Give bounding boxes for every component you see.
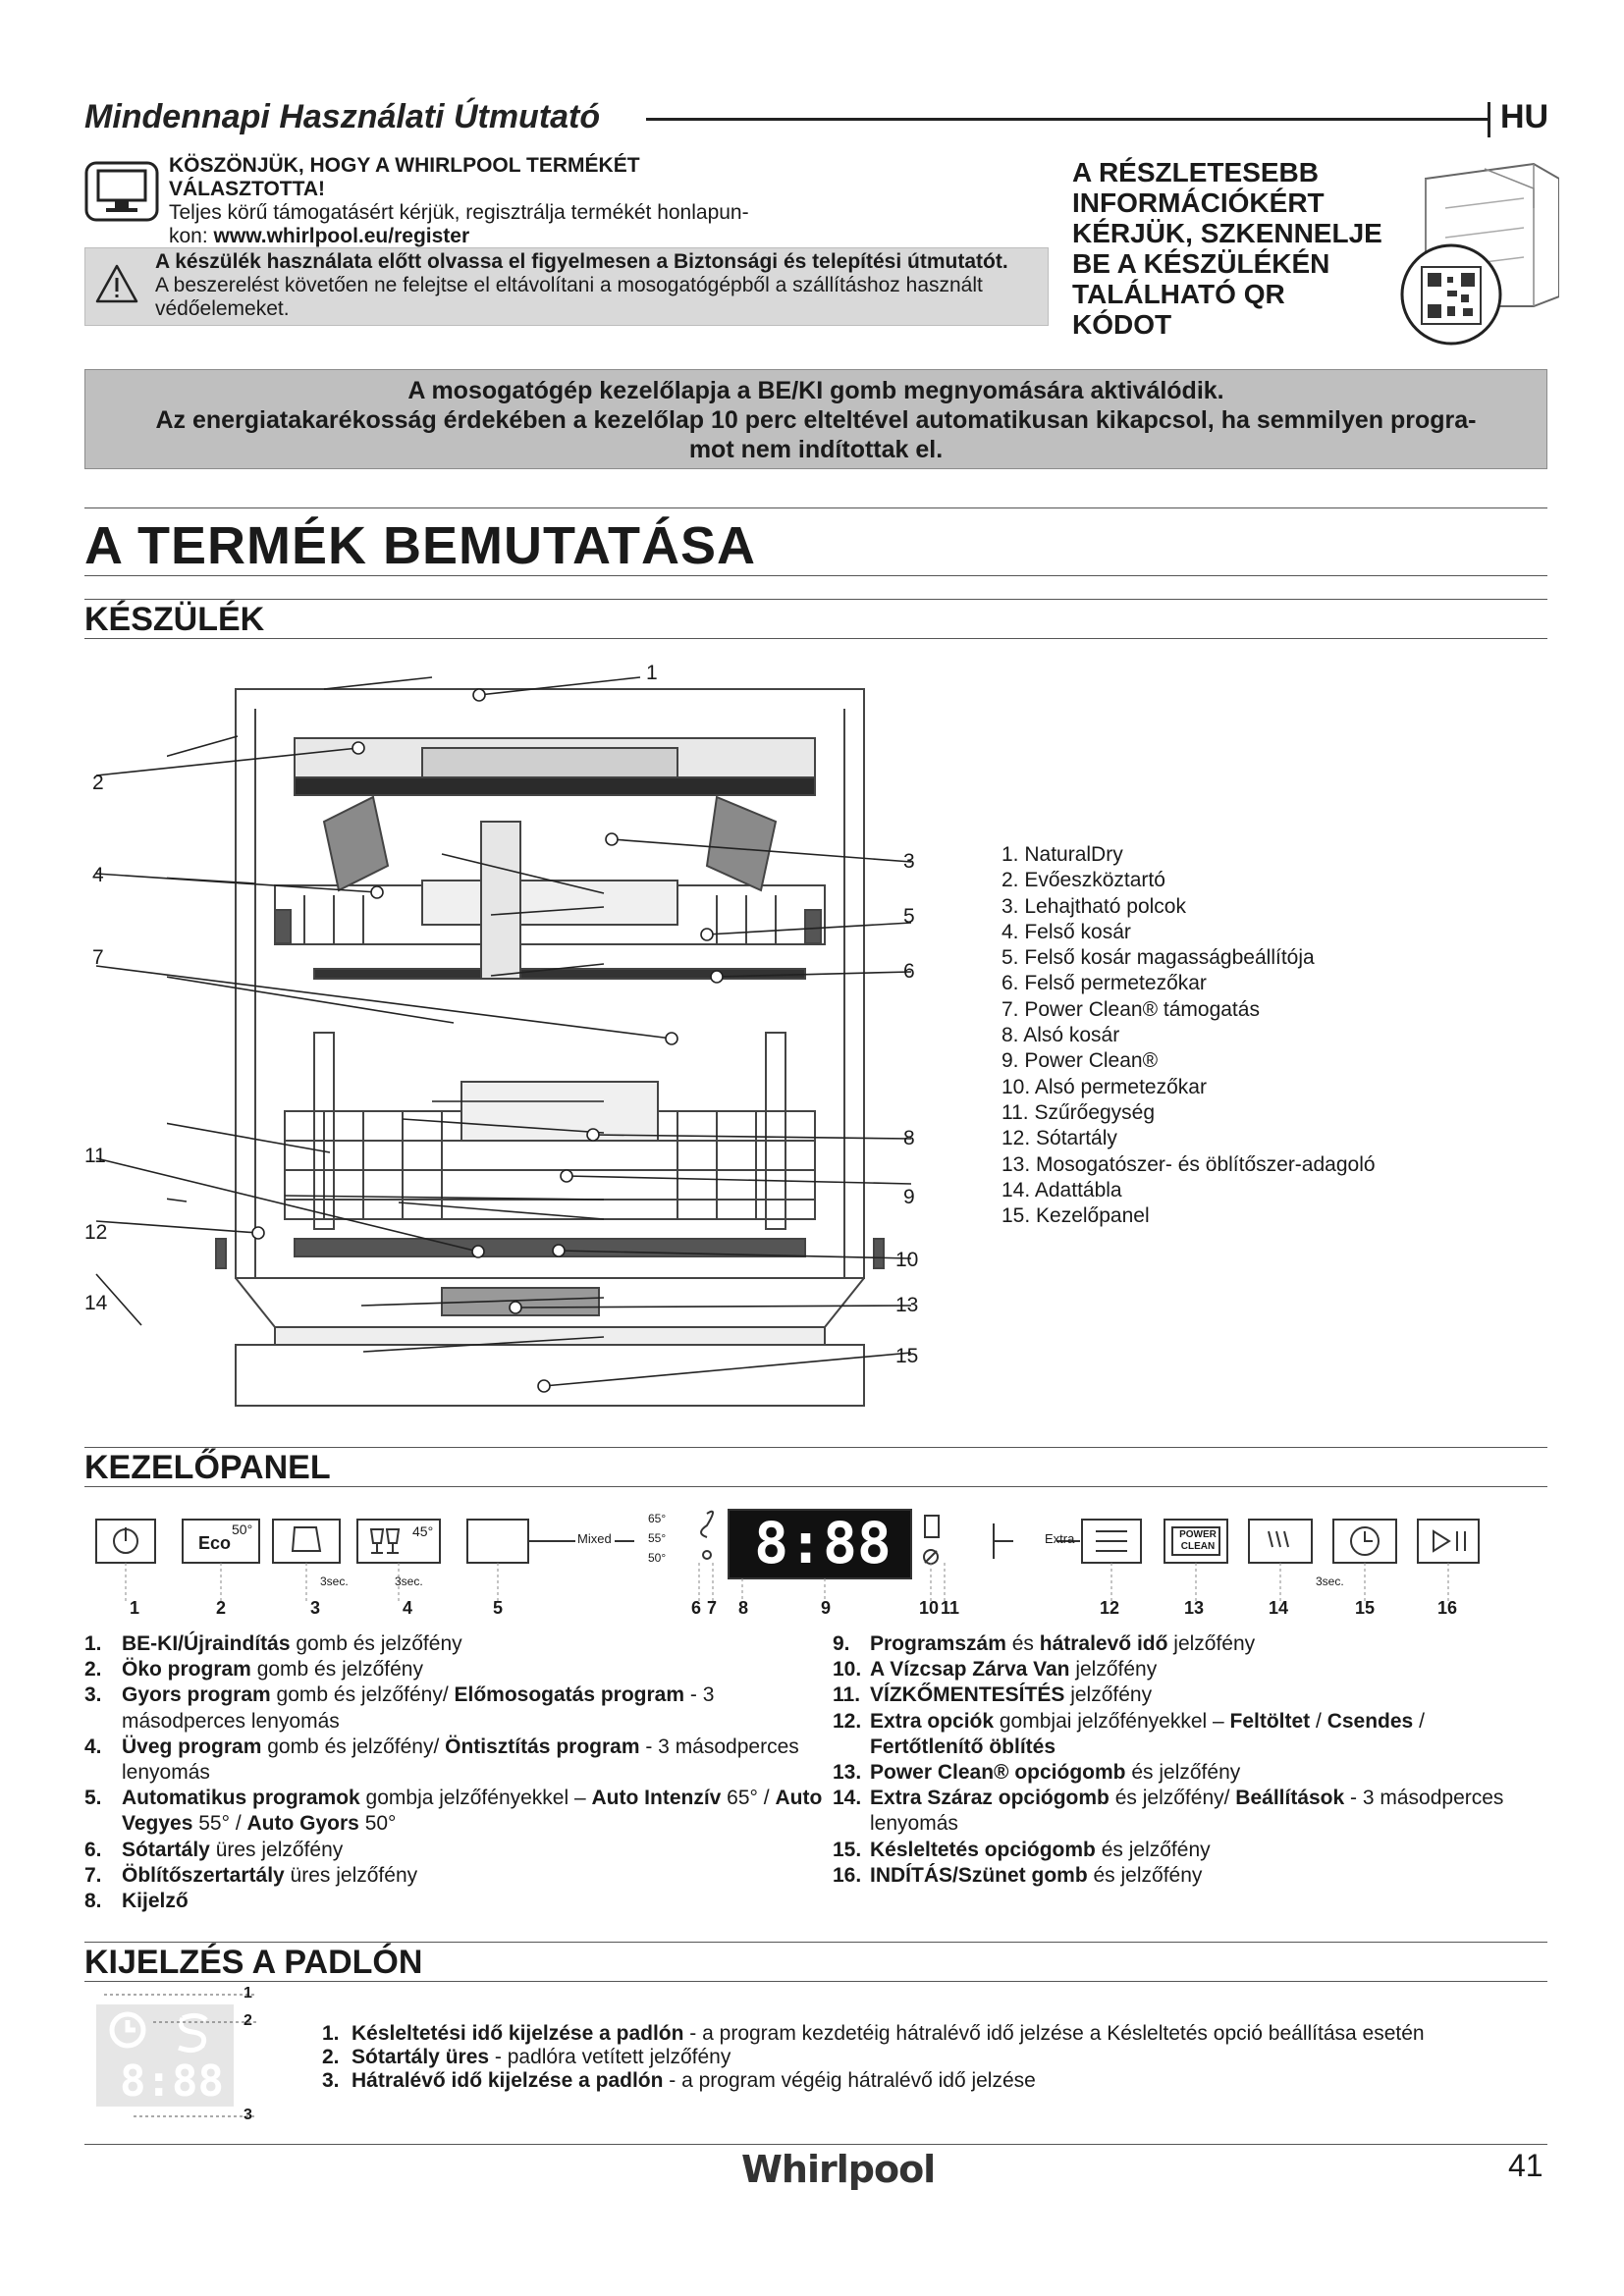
legend-num: 6. <box>84 1838 102 1861</box>
panel-num-11: 11 <box>941 1598 960 1618</box>
brand-logo: Whirlpool <box>741 2148 936 2191</box>
panel-num-7: 7 <box>707 1598 718 1618</box>
mixed-label: Mixed <box>577 1531 612 1546</box>
eco-label: Eco <box>198 1533 232 1553</box>
callout-2: 2 <box>92 772 104 794</box>
legend-item <box>833 1838 1540 1863</box>
legend-plain: gomb és jelzőfény <box>290 1632 462 1655</box>
list-item: 6. Felső permetezőkar <box>1001 972 1207 995</box>
list-item: 7. Power Clean® támogatás <box>1001 997 1260 1021</box>
extra-label: Extra <box>1045 1531 1075 1546</box>
list-item: 4. Felső kosár <box>1001 920 1131 943</box>
header-tick <box>1488 102 1490 137</box>
list-item: 10. Alsó permetezőkar <box>1001 1075 1207 1098</box>
callout-9: 9 <box>903 1186 915 1208</box>
subsection-rule-bottom <box>84 1486 1547 1487</box>
callout-14: 14 <box>84 1292 108 1314</box>
legend-plain: gombja jelzőfényekkel – <box>359 1787 592 1810</box>
legend-item <box>833 1657 1540 1682</box>
legend-bold: hátralevő idő <box>1039 1632 1168 1655</box>
legend-bold: INDÍTÁS/Szünet gomb <box>870 1863 1088 1887</box>
list-item: 14. Adattábla <box>1001 1178 1122 1201</box>
legend-plain: jelzőfény <box>1064 1683 1153 1707</box>
activation-notice <box>84 369 1547 469</box>
list-item: 8. Alsó kosár <box>1001 1024 1120 1047</box>
legend-plain: gomb és jelzőfény/ <box>270 1683 455 1707</box>
list-item <box>322 2022 1540 2046</box>
activation-line3: mot nem indítottak el. <box>688 436 944 463</box>
computer-monitor-icon <box>84 161 159 222</box>
language-code: HU <box>1500 98 1549 135</box>
sec-label-14: 3sec. <box>1316 1575 1344 1588</box>
legend-bold: A Vízcsap Zárva Van <box>870 1658 1070 1682</box>
legend-num: 2. <box>84 1658 102 1682</box>
legend-text <box>870 1786 1540 1837</box>
subsection-title-floor: KIJELZÉS A PADLÓN <box>84 1944 423 1981</box>
legend-plain: jelzőfény <box>1167 1632 1256 1655</box>
list-item <box>322 2069 1540 2093</box>
panel-num-5: 5 <box>493 1598 504 1618</box>
thanks-line1: Teljes körű támogatásért kérjük, regisztrálja termékét honlapun- <box>169 201 749 224</box>
callout-7: 7 <box>92 946 104 969</box>
legend-item <box>84 1786 831 1837</box>
qr-line: KÓDOT <box>1072 309 1172 340</box>
floor-item-num: 2. <box>322 2046 340 2068</box>
temp-50: 50° <box>648 1551 667 1565</box>
eco-temp: 50° <box>232 1522 253 1537</box>
list-item: 9. Power Clean® <box>1001 1049 1159 1073</box>
legend-bold: Üveg program <box>122 1735 262 1758</box>
callout-6: 6 <box>903 960 915 983</box>
legend-plain: üres jelzőfény <box>284 1863 418 1887</box>
panel-legend-left <box>84 1631 831 1914</box>
legend-text <box>870 1760 1240 1786</box>
subsection-title-appliance: KÉSZÜLÉK <box>84 601 265 638</box>
panel-num-2: 2 <box>216 1598 227 1618</box>
callout-13: 13 <box>895 1294 919 1316</box>
legend-text <box>870 1863 1202 1889</box>
qr-line: KÉRJÜK, SZKENNELJE <box>1072 218 1382 248</box>
legend-text <box>122 1863 417 1889</box>
legend-plain: és jelzőfény <box>1095 1838 1211 1861</box>
legend-num: 4. <box>84 1735 102 1758</box>
legend-text <box>870 1631 1255 1657</box>
subsection-rule-bottom <box>84 1981 1547 1982</box>
qr-line: INFORMÁCIÓKÉRT <box>1072 187 1325 218</box>
panel-num-9: 9 <box>821 1598 832 1618</box>
qr-line: BE A KÉSZÜLÉKÉN <box>1072 248 1330 279</box>
floor-item-bold: Sótartály üres <box>352 2046 490 2068</box>
thanks-heading: KÖSZÖNJÜK, HOGY A WHIRLPOOL TERMÉKÉT VÁLASZTOTTA! <box>169 154 640 200</box>
qr-line: A RÉSZLETESEBB <box>1072 157 1319 187</box>
floor-item-text: - padlóra vetített jelzőfény <box>489 2046 731 2068</box>
legend-bold: Öntisztítás program <box>445 1735 640 1758</box>
legend-item <box>833 1709 1540 1760</box>
thanks-line2 <box>169 225 797 248</box>
qr-instruction <box>1072 157 1396 340</box>
callout-4: 4 <box>92 864 104 886</box>
temp-55: 55° <box>648 1531 667 1545</box>
legend-plain: és jelzőfény <box>1087 1863 1203 1887</box>
legend-bold: Programszám <box>870 1632 1006 1655</box>
temp-65: 65° <box>648 1512 667 1525</box>
legend-item <box>833 1682 1540 1708</box>
legend-num: 9. <box>833 1632 850 1655</box>
legend-item <box>84 1735 831 1786</box>
callout-1: 1 <box>646 662 658 684</box>
legend-plain: - 3 másodperces lenyomás <box>870 1787 1504 1836</box>
legend-text <box>870 1709 1540 1760</box>
legend-text <box>870 1682 1152 1708</box>
legend-text <box>122 1657 423 1682</box>
floor-callout-2: 2 <box>244 2012 252 2029</box>
legend-num: 1. <box>84 1632 102 1655</box>
legend-bold: Beállítások <box>1235 1787 1345 1810</box>
power-clean-label-1: POWER <box>1179 1529 1217 1540</box>
panel-num-15: 15 <box>1355 1598 1376 1618</box>
legend-num: 15. <box>833 1838 862 1861</box>
legend-text <box>122 1682 831 1734</box>
legend-bold: Auto Intenzív <box>591 1787 722 1810</box>
legend-bold: VÍZKŐMENTESÍTÉS <box>870 1683 1065 1707</box>
panel-num-6: 6 <box>691 1598 702 1618</box>
legend-text <box>870 1657 1157 1682</box>
floor-item-text: - a program végéig hátralévő idő jelzése <box>663 2069 1036 2092</box>
qr-dishwasher-illustration <box>1386 149 1559 346</box>
subsection-rule-top <box>84 1942 1547 1943</box>
legend-item <box>84 1657 831 1682</box>
legend-bold: Feltöltet <box>1229 1709 1311 1733</box>
list-item: 11. Szűrőegység <box>1001 1100 1156 1124</box>
activation-line2: Az energiatakarékosság érdekében a kezelőlap 10 perc elteltével automatikusan kikapcsol, ha semmilyen progra- <box>155 406 1477 434</box>
warning-bold: A készülék használata előtt olvassa el figyelmesen a Biztonsági és telepítési útmutatót. <box>155 250 1008 273</box>
legend-bold: Fertőtlenítő öblítés <box>870 1735 1056 1758</box>
legend-plain: 55° / <box>192 1812 247 1836</box>
sec-label-3: 3sec. <box>320 1575 349 1588</box>
thanks-block <box>169 154 797 248</box>
floor-display-digits: 8:88 <box>120 2056 224 2107</box>
legend-plain: / <box>1310 1709 1327 1733</box>
legend-bold: Öblítőszertartály <box>122 1863 285 1887</box>
legend-bold: Csendes <box>1326 1709 1414 1733</box>
program-display: 8:88 <box>754 1510 892 1576</box>
list-item: 13. Mosogatószer- és öblítőszer-adagoló <box>1001 1152 1376 1176</box>
floor-item-bold: Késleltetési idő kijelzése a padlón <box>352 2022 684 2045</box>
section-title-main: A TERMÉK BEMUTATÁSA <box>84 516 756 575</box>
legend-plain: - 3 másodperces lenyomás <box>122 1735 799 1785</box>
callout-3: 3 <box>903 850 915 873</box>
callout-8: 8 <box>903 1127 915 1149</box>
list-item: 3. Lehajtható polcok <box>1001 894 1186 918</box>
panel-num-13: 13 <box>1184 1598 1205 1618</box>
panel-num-1: 1 <box>130 1598 140 1618</box>
appliance-callouts <box>79 650 962 1415</box>
legend-num: 11. <box>833 1683 861 1707</box>
legend-item <box>833 1863 1540 1889</box>
legend-num: 16. <box>833 1863 862 1887</box>
panel-num-14: 14 <box>1269 1598 1289 1618</box>
legend-plain: üres jelzőfény <box>209 1838 344 1861</box>
legend-bold: Power Clean® opciógomb <box>870 1761 1126 1785</box>
legend-text <box>870 1838 1211 1863</box>
legend-plain: gombjai jelzőfényekkel – <box>994 1709 1230 1733</box>
legend-plain: / <box>1413 1709 1425 1733</box>
legend-text <box>122 1631 462 1657</box>
legend-num: 12. <box>833 1709 862 1733</box>
legend-bold: Előmosogatás program <box>454 1683 685 1707</box>
legend-num: 10. <box>833 1658 862 1682</box>
list-item: 2. Evőeszköztartó <box>1001 869 1165 892</box>
floor-callout-1: 1 <box>244 1985 252 2002</box>
legend-num: 5. <box>84 1787 102 1810</box>
legend-item <box>84 1889 831 1914</box>
legend-bold: Sótartály <box>122 1838 210 1861</box>
legend-plain: - 3 másodperces lenyomás <box>122 1683 715 1733</box>
legend-num: 3. <box>84 1683 102 1707</box>
legend-plain: gomb és jelzőfény/ <box>261 1735 446 1758</box>
legend-bold: Késleltetés opciógomb <box>870 1838 1096 1861</box>
floor-callout-3: 3 <box>244 2107 252 2123</box>
thanks-line2-prefix: kon: <box>169 225 214 247</box>
legend-item <box>84 1682 831 1734</box>
legend-item <box>833 1786 1540 1837</box>
legend-bold: Extra opciók <box>870 1709 995 1733</box>
legend-bold: Kijelző <box>122 1890 189 1913</box>
legend-bold: Extra Száraz opciógomb <box>870 1787 1110 1810</box>
floor-item-num: 1. <box>322 2022 340 2045</box>
legend-plain: és <box>1005 1632 1040 1655</box>
list-item: 12. Sótartály <box>1001 1127 1117 1150</box>
panel-num-3: 3 <box>310 1598 321 1618</box>
legend-plain: 50° <box>358 1812 397 1836</box>
callout-10: 10 <box>895 1249 919 1271</box>
list-item: 15. Kezelőpanel <box>1001 1204 1150 1228</box>
legend-bold: Öko program <box>122 1658 251 1682</box>
document-title: Mindennapi Használati Útmutató <box>84 98 601 135</box>
activation-line1: A mosogatógép kezelőlapja a BE/KI gomb megnyomására aktiválódik. <box>407 377 1224 404</box>
legend-item <box>833 1631 1540 1657</box>
legend-text <box>122 1786 831 1837</box>
legend-plain: gomb és jelzőfény <box>250 1658 423 1682</box>
legend-plain: és jelzőfény/ <box>1109 1787 1236 1810</box>
callout-15: 15 <box>895 1345 919 1367</box>
legend-text <box>122 1838 343 1863</box>
legend-bold: Gyors program <box>122 1683 271 1707</box>
legend-bold: Auto Gyors <box>246 1812 359 1836</box>
legend-plain: jelzőfény <box>1069 1658 1158 1682</box>
legend-num: 7. <box>84 1863 102 1887</box>
panel-legend-right <box>833 1631 1540 1889</box>
subsection-rule-bottom <box>84 638 1547 639</box>
legend-item <box>833 1760 1540 1786</box>
list-item: 1. NaturalDry <box>1001 843 1123 866</box>
floor-item-bold: Hátralévő idő kijelzése a padlón <box>352 2069 664 2092</box>
legend-num: 8. <box>84 1890 102 1913</box>
legend-bold: Automatikus programok <box>122 1787 360 1810</box>
panel-num-4: 4 <box>403 1598 413 1618</box>
footer-rule <box>84 2144 1547 2145</box>
floor-item-num: 3. <box>322 2069 340 2092</box>
legend-bold: Auto Vegyes <box>122 1787 823 1836</box>
qr-line: TALÁLHATÓ QR <box>1072 279 1285 309</box>
panel-num-8: 8 <box>738 1598 749 1618</box>
legend-plain: és jelzőfény <box>1125 1761 1241 1785</box>
section-rule-bottom <box>84 575 1547 576</box>
legend-item <box>84 1631 831 1657</box>
header-rule <box>646 118 1490 121</box>
legend-text <box>122 1735 831 1786</box>
panel-num-12: 12 <box>1100 1598 1120 1618</box>
legend-item <box>84 1838 831 1863</box>
warning-triangle-icon <box>94 263 139 304</box>
parts-list <box>1001 842 1376 1229</box>
floor-display-list <box>322 2022 1540 2093</box>
callout-11: 11 <box>84 1145 106 1167</box>
warning-text <box>155 250 1044 321</box>
subsection-rule-top <box>84 599 1547 600</box>
floor-item-text: - a program kezdetéig hátralévő idő jelzése a Késleltetés opció beállítása esetén <box>683 2022 1425 2045</box>
callout-12: 12 <box>84 1221 108 1244</box>
legend-text <box>122 1889 189 1914</box>
subsection-rule-top <box>84 1447 1547 1448</box>
panel-num-16: 16 <box>1437 1598 1458 1618</box>
power-clean-label-2: CLEAN <box>1180 1541 1216 1552</box>
legend-item <box>84 1863 831 1889</box>
legend-bold: BE-KI/Újraindítás <box>122 1632 291 1655</box>
panel-num-10: 10 <box>919 1598 940 1618</box>
callout-5: 5 <box>903 905 915 928</box>
list-item <box>322 2046 1540 2069</box>
warning-body: A beszerelést követően ne felejtse el eltávolítani a mosogatógépből a szállításhoz használt védőelemeket. <box>155 274 983 320</box>
legend-plain: 65° / <box>721 1787 776 1810</box>
page-number: 41 <box>1508 2148 1543 2183</box>
list-item: 5. Felső kosár magasságbeállítója <box>1001 946 1315 970</box>
section-rule-top <box>84 507 1547 508</box>
sec-label-4: 3sec. <box>395 1575 423 1588</box>
register-url: www.whirlpool.eu/register <box>213 225 470 247</box>
subsection-title-panel: KEZELŐPANEL <box>84 1449 331 1486</box>
glass-temp: 45° <box>412 1523 434 1539</box>
legend-num: 14. <box>833 1787 862 1810</box>
legend-num: 13. <box>833 1761 862 1785</box>
